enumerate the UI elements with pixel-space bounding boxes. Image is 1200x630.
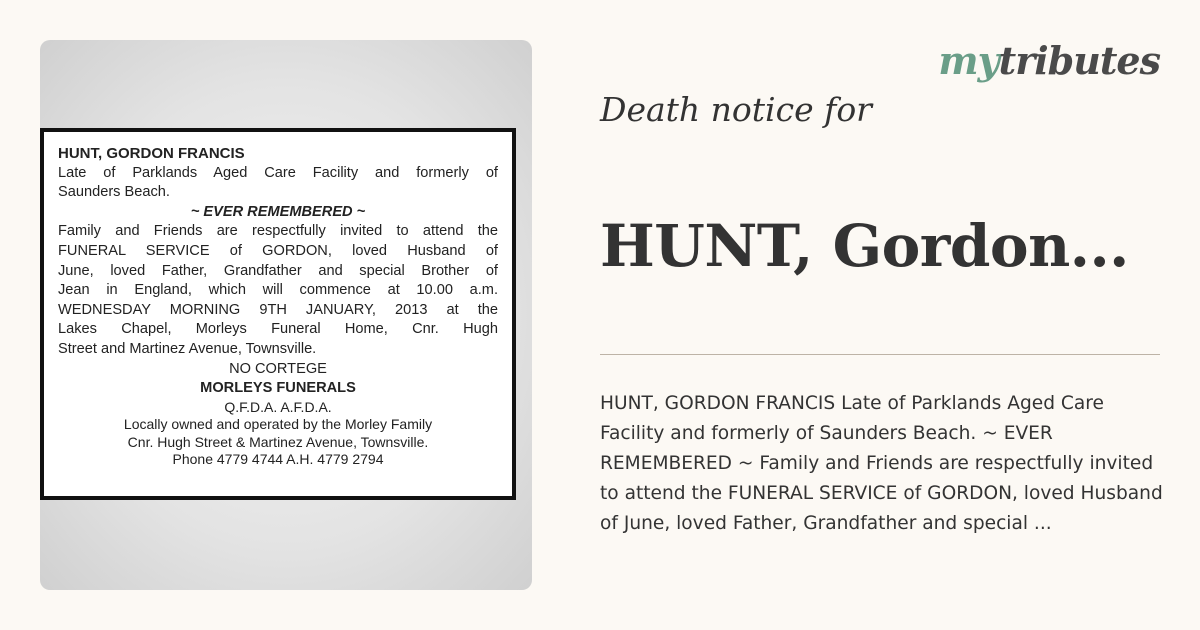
notice-residence-line: Late of Parklands Aged Care Facility and formerly of xyxy=(58,164,498,181)
notice-footer-line: Phone 4779 4744 A.H. 4779 2794 xyxy=(172,451,384,468)
notice-service-line: WEDNESDAY MORNING 9TH JANUARY, 2013 at the xyxy=(58,301,498,318)
notice-credentials: Q.F.D.A. A.F.D.A. xyxy=(224,398,332,415)
page-subtitle: Death notice for xyxy=(600,90,872,129)
notice-ever-remembered: ~ EVER REMEMBERED ~ xyxy=(190,203,366,220)
notice-service-line: Jean in England, which will commence at 10.00 a.m. xyxy=(58,282,498,299)
logo-tributes: tributes xyxy=(998,38,1160,83)
notice-service-line: Lakes Chapel, Morleys Funeral Home, Cnr. Hugh xyxy=(58,321,498,338)
page-title: HUNT, Gordon... xyxy=(600,212,1129,280)
notice-name: HUNT, GORDON FRANCIS xyxy=(58,145,245,162)
mytributes-logo[interactable] xyxy=(938,38,1160,83)
death-notice-clipping xyxy=(40,128,516,500)
notice-image-panel xyxy=(40,40,532,590)
notice-service-line: FUNERAL SERVICE of GORDON, loved Husband of xyxy=(58,242,498,259)
notice-cortege: NO CORTEGE xyxy=(229,360,327,377)
notice-service-line: Street and Martinez Avenue, Townsville. xyxy=(58,340,317,357)
divider xyxy=(600,354,1160,355)
notice-service-line: June, loved Father, Grandfather and special Brother of xyxy=(58,262,498,279)
notice-excerpt: HUNT, GORDON FRANCIS Late of Parklands Aged Care Facility and formerly of Saunders Beach. ~ EVER REMEMBERED ~ Family and Friends are respectfully invited to attend the FUNERAL SERVICE of GORDON, loved Husband of June, loved Father, Grandfather and special ... xyxy=(600,393,1163,534)
logo-my: my xyxy=(938,38,999,83)
notice-service-line: Family and Friends are respectfully invited to attend the xyxy=(58,223,498,240)
notice-residence-line: Saunders Beach. xyxy=(58,184,170,201)
notice-footer-line: Locally owned and operated by the Morley Family xyxy=(123,416,433,433)
notice-footer-line: Cnr. Hugh Street & Martinez Avenue, Townsville. xyxy=(127,433,429,450)
notice-funeral-home: MORLEYS FUNERALS xyxy=(200,380,356,397)
